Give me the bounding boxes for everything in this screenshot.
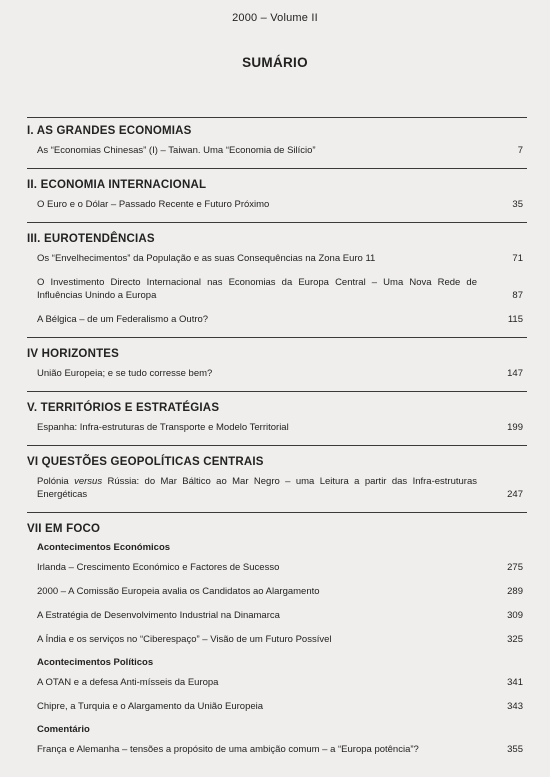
divider [27, 445, 527, 446]
entry-page-number: 355 [507, 744, 523, 755]
entry-title: O Investimento Directo Internacional nas Economias da Europa Central – Uma Nova Rede de Influências Unindo a Europa [37, 277, 477, 301]
entry-title [37, 475, 477, 501]
toc-entry [27, 475, 527, 501]
entry-page-number: 7 [517, 145, 523, 156]
toc-entry [27, 198, 527, 211]
entry-title: Irlanda – Crescimento Económico e Factores de Sucesso [37, 562, 280, 573]
subsection-title: Acontecimentos Políticos [37, 657, 154, 668]
entry-page-number: 343 [507, 701, 523, 712]
entry-page-number: 87 [512, 290, 523, 301]
toc-entry [27, 676, 527, 689]
entry-page-number: 115 [507, 314, 523, 325]
toc-entry [27, 700, 527, 713]
toc-entry [27, 144, 527, 157]
entry-title-part: Rússia: do Mar Báltico ao Mar Negro – uma Leitura a partir das Infra-estruturas Energéticas [37, 476, 477, 500]
entry-title-italic: versus [74, 476, 103, 487]
toc-entry [27, 633, 527, 646]
divider [27, 391, 527, 392]
section-title: IV HORIZONTES [27, 348, 120, 360]
entry-title: A OTAN e a defesa Anti-mísseis da Europa [37, 677, 219, 688]
entry-title: A Índia e os serviços no “Ciberespaço” – Visão de um Futuro Possível [37, 634, 332, 645]
entry-page-number: 35 [512, 199, 523, 210]
divider [27, 222, 527, 223]
entry-page-number: 289 [507, 586, 523, 597]
toc-section [27, 125, 527, 157]
divider [27, 117, 527, 118]
toc-section [27, 348, 527, 380]
volume-header: 2000 – Volume II [232, 12, 318, 24]
page-title: SUMÁRIO [242, 55, 308, 70]
entry-title: Os “Envelhecimentos” da População e as suas Consequências na Zona Euro 11 [37, 253, 376, 264]
entry-page-number: 275 [507, 562, 523, 573]
entry-title-part: Polónia [37, 476, 75, 487]
section-title: I. AS GRANDES ECONOMIAS [27, 125, 192, 137]
entry-page-number: 309 [507, 610, 523, 621]
toc-section [27, 402, 527, 434]
entry-page-number: 71 [512, 253, 523, 264]
section-title: III. EUROTENDÊNCIAS [27, 233, 155, 245]
subsection-title: Comentário [37, 724, 90, 735]
entry-page-number: 147 [507, 368, 523, 379]
toc-entry [27, 313, 527, 326]
subsection-title: Acontecimentos Económicos [37, 542, 171, 553]
toc-entry [27, 585, 527, 598]
toc-section [27, 233, 527, 326]
toc-section [27, 523, 527, 756]
entry-page-number: 247 [507, 489, 523, 500]
entry-title: A Bélgica – de um Federalismo a Outro? [37, 314, 209, 325]
toc-entry [27, 561, 527, 574]
entry-page-number: 325 [507, 634, 523, 645]
toc-entry [27, 276, 527, 302]
entry-title: 2000 – A Comissão Europeia avalia os Candidatos ao Alargamento [37, 586, 320, 597]
toc-section [27, 179, 527, 211]
table-of-contents [27, 125, 527, 767]
entry-page-number: 341 [507, 677, 523, 688]
section-title: VII EM FOCO [27, 523, 101, 535]
entry-title: As “Economias Chinesas” (I) – Taiwan. Uma “Economia de Silício” [37, 145, 316, 156]
section-title: VI QUESTÕES GEOPOLÍTICAS CENTRAIS [27, 456, 264, 468]
entry-page-number: 199 [507, 422, 523, 433]
toc-entry [27, 743, 527, 756]
toc-entry [27, 252, 527, 265]
entry-title: A Estratégia de Desenvolvimento Industrial na Dinamarca [37, 610, 280, 621]
toc-entry [27, 367, 527, 380]
section-title: II. ECONOMIA INTERNACIONAL [27, 179, 207, 191]
toc-entry [27, 609, 527, 622]
divider [27, 512, 527, 513]
divider [27, 168, 527, 169]
divider [27, 337, 527, 338]
toc-section [27, 456, 527, 501]
entry-title: O Euro e o Dólar – Passado Recente e Futuro Próximo [37, 199, 270, 210]
section-title: V. TERRITÓRIOS E ESTRATÉGIAS [27, 402, 220, 414]
entry-title: Chipre, a Turquia e o Alargamento da União Europeia [37, 701, 264, 712]
entry-title: União Europeia; e se tudo corresse bem? [37, 368, 213, 379]
entry-title: Espanha: Infra-estruturas de Transporte e Modelo Territorial [37, 422, 289, 433]
entry-title: França e Alemanha – tensões a propósito de uma ambição comum – a “Europa potência”? [37, 744, 419, 755]
toc-entry [27, 421, 527, 434]
